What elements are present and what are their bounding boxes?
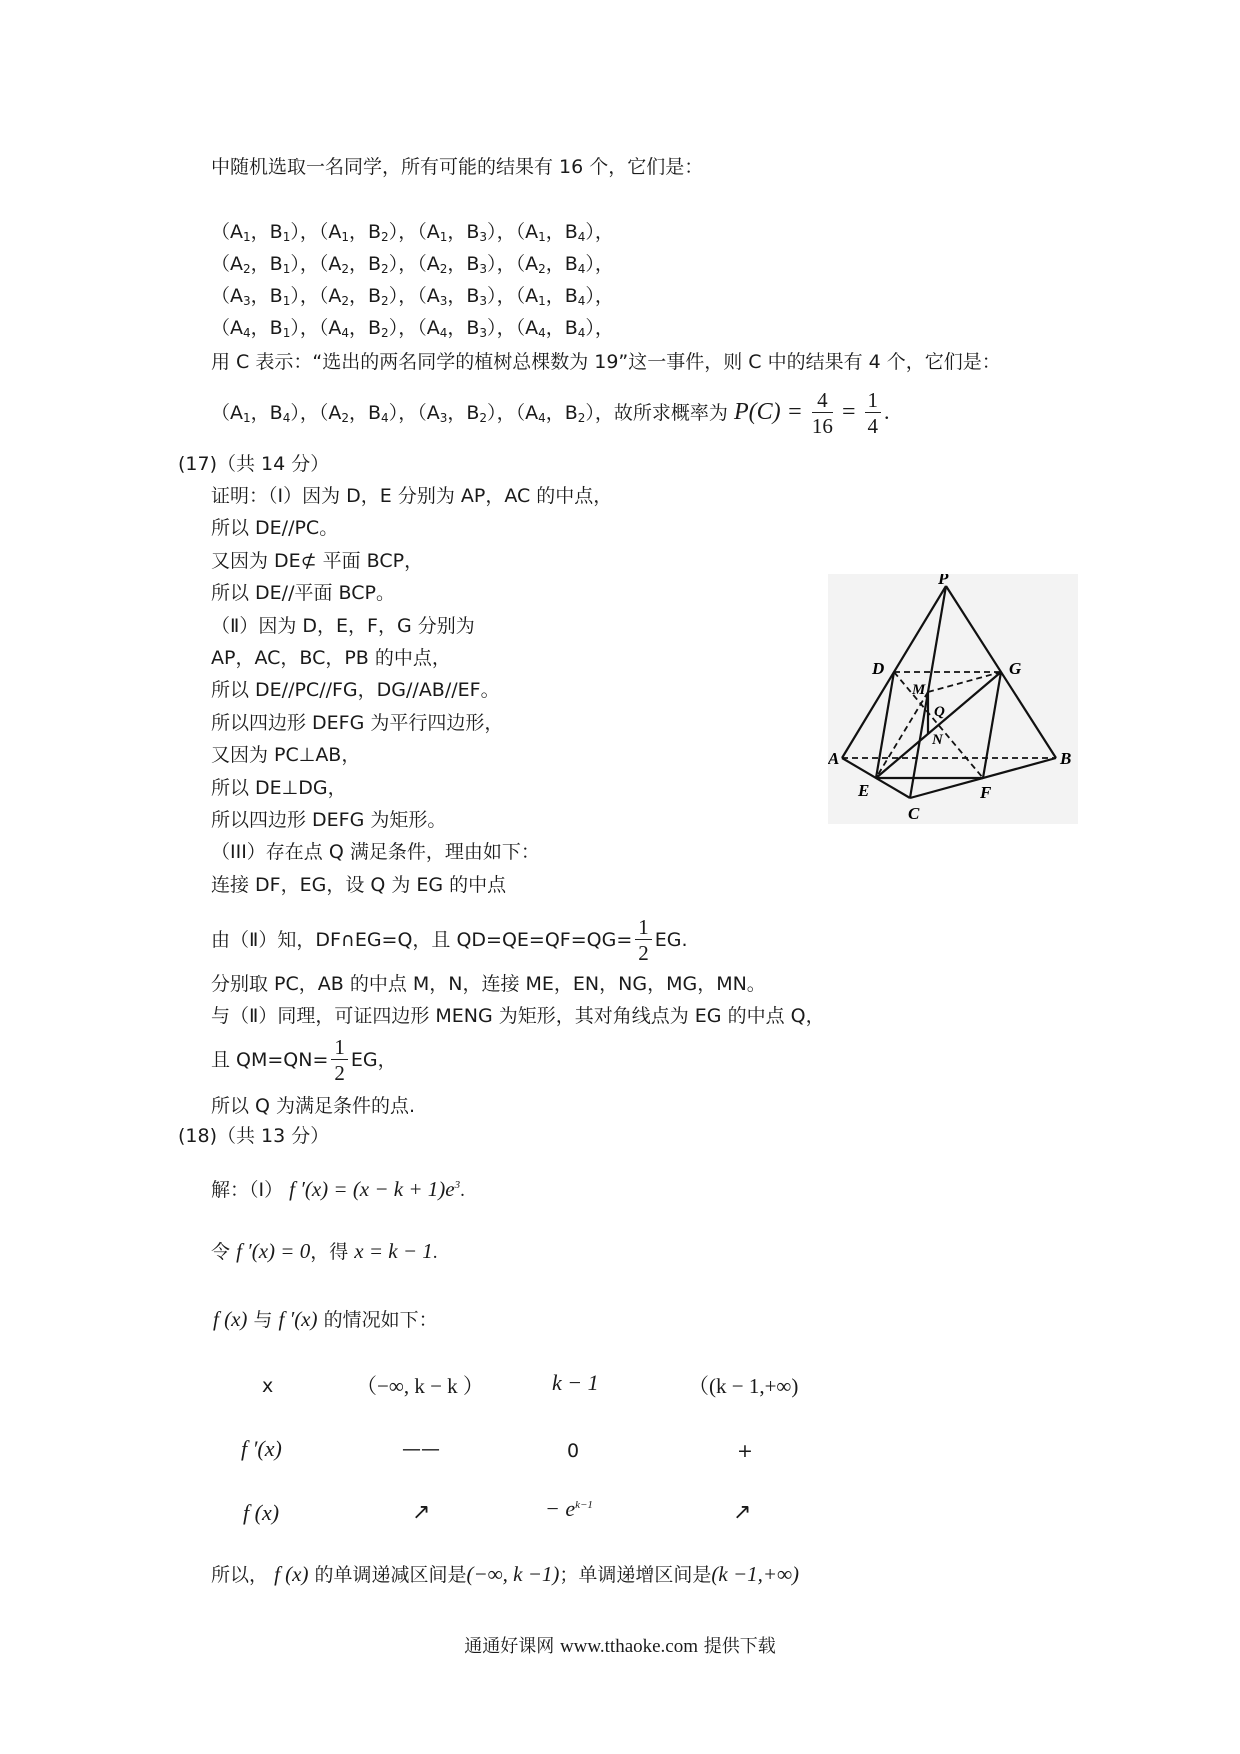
q17-half-line-2: 且 QM=QN= $\frac{1}{2}$ EG， bbox=[211, 1035, 397, 1085]
outcome-row: （$A_2$，$B_1$），（$A_2$，$B_2$），（$A_2$，$B_3$），（$A_2$，$B_4$）， bbox=[211, 253, 614, 276]
table-cell-fp-right: + bbox=[737, 1440, 753, 1462]
q18-set-zero: 令 f ′(x) = 0，得 x = k − 1. bbox=[211, 1239, 438, 1263]
q17-header: (17)（共 14 分） bbox=[178, 453, 330, 475]
table-cell-f-critical: − $e^{k-1}$ bbox=[545, 1496, 593, 1521]
q17-proof-line: 所以 DE//平面 BCP。 bbox=[211, 582, 395, 605]
outcome-pair: （$A_4$，$B_4$） bbox=[515, 317, 595, 340]
q18-derivative: 解：（Ⅰ） f $'(x) = (x - k + 1)e^3$. bbox=[211, 1177, 465, 1201]
q17-half-line-1: 由（Ⅱ）知，DF∩EG=Q，且 QD=QE=QF=QG= $\frac{1}{2}$ EG. bbox=[211, 915, 688, 965]
q17-proof-line: （III）存在点 Q 满足条件，理由如下： bbox=[211, 841, 540, 864]
outcome-pair: （$A_2$，$B_4$） bbox=[515, 253, 595, 276]
label-c: C bbox=[908, 804, 920, 823]
q17-proof-line: （Ⅱ）因为 D，E，F，G 分别为 bbox=[211, 614, 475, 637]
table-cell-f-right: ↗ bbox=[733, 1500, 752, 1525]
outcome-pair: （$A_2$，$B_3$） bbox=[417, 253, 497, 276]
outcome-pair: （$A_2$，$B_2$） bbox=[318, 253, 399, 276]
table-cell-critical: k − 1 bbox=[552, 1370, 599, 1395]
outcome-pair: （$A_1$，$B_4$） bbox=[515, 221, 595, 244]
label-g: G bbox=[1009, 659, 1022, 678]
outcome-pair: （$A_1$，$B_1$） bbox=[211, 221, 300, 244]
label-m: M bbox=[912, 682, 926, 698]
event-line: 用 C 表示：“选出的两名同学的植树总棵数为 19”这一事件，则 C 中的结果有 4 个，它们是： bbox=[211, 351, 1001, 373]
outcome-pair: （$A_2$，$B_2$） bbox=[318, 285, 399, 308]
page-footer bbox=[0, 1632, 1240, 1658]
probability-line bbox=[211, 382, 890, 448]
q18-header: (18)（共 13 分） bbox=[178, 1125, 330, 1147]
q18-conclusion: 所以， f (x) 的单调递减区间是(−∞, k −1)；单调递增区间是(k −1,+∞) bbox=[211, 1562, 800, 1586]
q17-line-m: 分别取 PC，AB 的中点 M，N，连接 ME，EN，NG，MG，MN。 bbox=[211, 973, 766, 995]
q17-proof-line: 所以 DE//PC。 bbox=[211, 517, 339, 540]
label-d: D bbox=[872, 659, 885, 678]
intro-line: 中随机选取一名同学，所有可能的结果有 16 个，它们是： bbox=[211, 156, 704, 178]
label-p: P bbox=[938, 574, 949, 588]
footer-tail: 提供下载 bbox=[703, 1636, 776, 1657]
outcome-pair: （$A_1$，$B_2$） bbox=[318, 221, 399, 244]
q17-proof-line: 所以 DE⊥DG， bbox=[211, 776, 347, 799]
prob-lhs: P(C) = bbox=[733, 399, 803, 425]
prob-fraction-4-16: $\frac{4}{16}$ bbox=[811, 388, 833, 438]
table-cell-f-label: f (x) bbox=[243, 1500, 280, 1525]
outcome-row: （$A_3$，$B_1$），（$A_2$，$B_2$），（$A_3$，$B_3$），（$A_1$，$B_4$）， bbox=[211, 285, 614, 308]
label-a: A bbox=[828, 749, 840, 768]
outcome-pair: （$A_4$，$B_1$） bbox=[211, 317, 300, 340]
table-cell-interval-left: （−∞, k − k ） bbox=[356, 1374, 484, 1398]
table-cell-f-left: ↗ bbox=[412, 1500, 431, 1525]
event-outcome-list: （$A_1$，$B_4$），（$A_2$，$B_4$），（$A_3$，$B_2$），（$A_4$，$B_2$） bbox=[211, 402, 595, 425]
q18-table-intro: f (x) 与 f ′(x) 的情况如下： bbox=[213, 1307, 438, 1331]
outcome-pair: （$A_4$，$B_2$） bbox=[515, 402, 595, 425]
outcome-pair: （$A_4$，$B_3$） bbox=[417, 317, 497, 340]
label-e: E bbox=[858, 781, 870, 800]
q17-conclusion: 所以 Q 为满足条件的点. bbox=[211, 1095, 416, 1117]
outcome-pair: （$A_1$，$B_4$） bbox=[515, 285, 595, 308]
label-f: F bbox=[980, 783, 992, 802]
prob-equals: = bbox=[841, 399, 856, 425]
q17-proof-line: 所以四边形 DEFG 为矩形。 bbox=[211, 809, 447, 831]
label-q: Q bbox=[934, 704, 945, 720]
prob-end: . bbox=[884, 399, 890, 424]
outcome-row: （$A_4$，$B_1$），（$A_4$，$B_2$），（$A_4$，$B_3$），（$A_4$，$B_4$）， bbox=[211, 317, 614, 340]
tetrahedron-figure bbox=[828, 574, 1078, 824]
label-n: N bbox=[932, 732, 943, 748]
q17-proof-line: 所以四边形 DEFG 为平行四边形， bbox=[211, 711, 504, 734]
outcome-pair: （$A_2$，$B_4$） bbox=[318, 402, 399, 425]
fraction-one-half: $\frac{1}{2}$ bbox=[635, 915, 652, 966]
table-cell-fp-critical: 0 bbox=[567, 1440, 580, 1462]
q17-proof-line: 所以 DE//PC//FG，DG//AB//EF。 bbox=[211, 679, 500, 702]
q17-proof-line: 又因为 PC⊥AB， bbox=[211, 744, 361, 767]
prob-fraction-1-4: $\frac{1}{4}$ bbox=[865, 388, 882, 439]
q17-proof-line: 又因为 DE⊄ 平面 BCP， bbox=[211, 549, 424, 572]
q17-proof-line: AP，AC，BC，PB 的中点， bbox=[211, 647, 451, 669]
q17-proof-line: 证明：（Ⅰ）因为 D，E 分别为 AP，AC 的中点， bbox=[211, 485, 613, 507]
table-cell-fp-label: f ′(x) bbox=[241, 1436, 282, 1461]
outcome-pair: （$A_3$，$B_1$） bbox=[211, 285, 300, 308]
prob-prefix: ，故所求概率为 bbox=[594, 402, 728, 424]
outcome-pair: （$A_3$，$B_2$） bbox=[417, 402, 497, 425]
outcome-pair: （$A_3$，$B_3$） bbox=[417, 285, 497, 308]
label-b: B bbox=[1060, 749, 1072, 768]
footer-url[interactable]: www.tthaoke.com bbox=[559, 1636, 699, 1657]
outcome-pair: （$A_1$，$B_4$） bbox=[211, 402, 300, 425]
q17-line-meng: 与（Ⅱ）同理，可证四边形 MENG 为矩形，其对角线点为 EG 的中点 Q， bbox=[211, 1005, 825, 1027]
table-cell-x-label: x bbox=[262, 1375, 274, 1397]
outcome-pair: （$A_1$，$B_3$） bbox=[417, 221, 497, 244]
fraction-one-half: $\frac{1}{2}$ bbox=[331, 1035, 348, 1086]
outcome-row: （$A_1$，$B_1$），（$A_1$，$B_2$），（$A_1$，$B_3$），（$A_1$，$B_4$）， bbox=[211, 221, 614, 244]
outcome-pair: （$A_4$，$B_2$） bbox=[318, 317, 399, 340]
outcome-pair: （$A_2$，$B_1$） bbox=[211, 253, 300, 276]
footer-site-name: 通通好课网 bbox=[464, 1636, 555, 1657]
table-cell-fp-left: —— bbox=[402, 1438, 440, 1460]
q17-proof-line: 连接 DF，EG，设 Q 为 EG 的中点 bbox=[211, 873, 507, 896]
table-cell-interval-right: （(k − 1,+∞) bbox=[688, 1374, 799, 1398]
